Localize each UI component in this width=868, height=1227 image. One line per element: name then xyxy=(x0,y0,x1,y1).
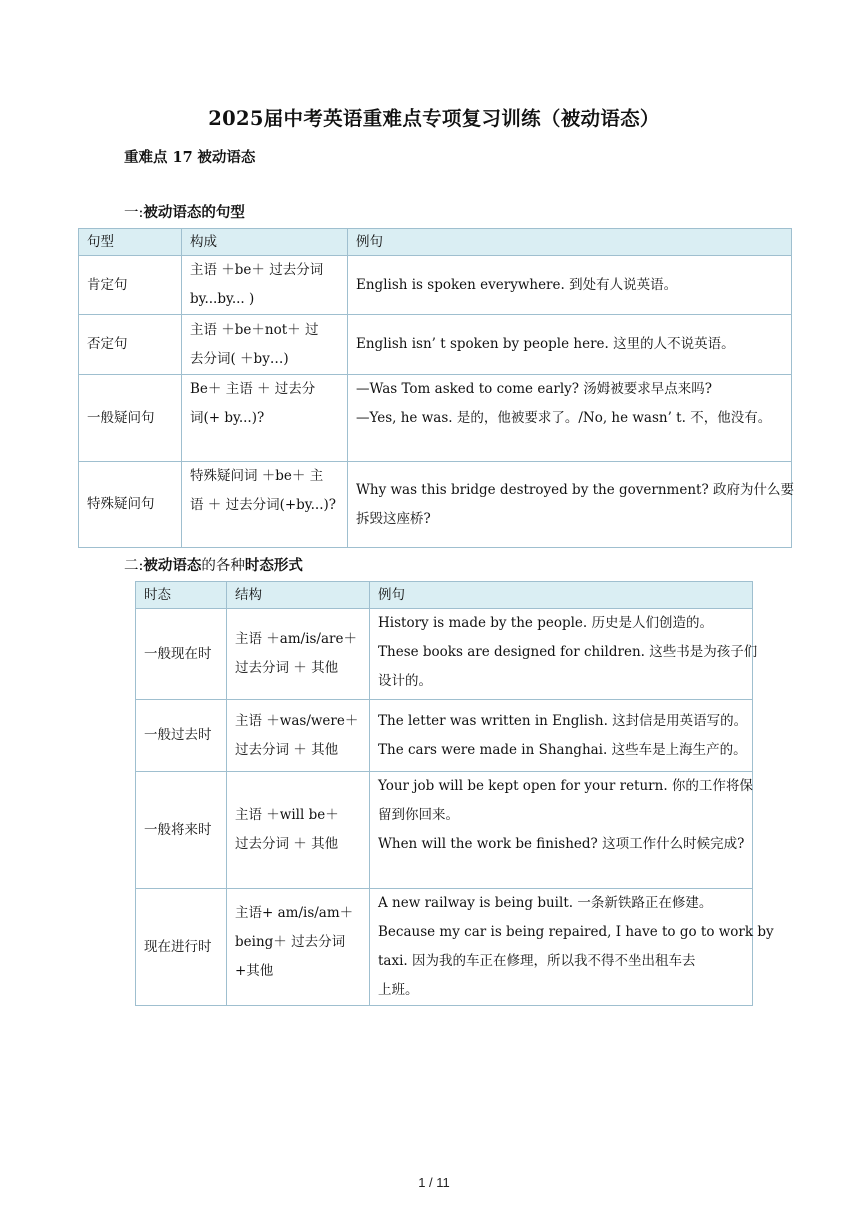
sentence-example: Why was this bridge destroyed by the government? 政府为什么要 拆毁这座桥? xyxy=(348,462,792,548)
sentence-type: 否定句 xyxy=(79,315,182,375)
subtitle-number: 重难点 17 xyxy=(124,149,193,166)
document-title: 2025届中考英语重难点专项复习训练（被动语态） xyxy=(208,107,660,130)
sentence-example: —Was Tom asked to come early? 汤姆被要求早点来吗? —Yes, he was. 是的，他被要求了。/No, he wasn’ t. 不，他没有。 xyxy=(348,375,792,462)
tense-example: The letter was written in English. 这封信是用英语写的。 The cars were made in Shanghai. 这些车是上海生产的。 xyxy=(370,700,753,772)
table-row xyxy=(136,889,753,1006)
column-header: 例句 xyxy=(370,582,753,609)
tense-name: 一般将来时 xyxy=(136,772,227,889)
table-row xyxy=(79,375,792,462)
table-row xyxy=(136,700,753,772)
column-header: 时态 xyxy=(136,582,227,609)
column-header: 结构 xyxy=(227,582,370,609)
sentence-example: English is spoken everywhere. 到处有人说英语。 xyxy=(348,256,792,315)
sentence-form: 特殊疑问词 ＋be＋ 主 语 ＋ 过去分词(+by...)? xyxy=(182,462,348,548)
sentence-form: 主语 ＋be＋ 过去分词 by...by... ) xyxy=(182,256,348,315)
sentence-pattern-table xyxy=(78,228,792,548)
table-row xyxy=(136,772,753,889)
sentence-example: English isn’ t spoken by people here. 这里的人不说英语。 xyxy=(348,315,792,375)
tense-name: 现在进行时 xyxy=(136,889,227,1006)
column-header: 句型 xyxy=(79,229,182,256)
table-header-row xyxy=(136,582,753,609)
tense-structure: 主语 ＋will be＋ 过去分词 ＋ 其他 xyxy=(227,772,370,889)
sentence-form: Be＋ 主语 ＋ 过去分 词(+ by...)? xyxy=(182,375,348,462)
tense-name: 一般过去时 xyxy=(136,700,227,772)
document-subtitle xyxy=(124,146,255,167)
table-row xyxy=(79,315,792,375)
tense-forms-table xyxy=(135,581,774,1006)
tense-example: Your job will be kept open for your return. 你的工作将保 留到你回来。 When will the work be finished? 这项工作什么时候完成? xyxy=(370,772,753,889)
sentence-form: 主语 ＋be＋not＋ 过 去分词( ＋by…) xyxy=(182,315,348,375)
sentence-type: 特殊疑问句 xyxy=(79,462,182,548)
page-number: 1 / 11 xyxy=(418,1175,450,1190)
table-row xyxy=(136,609,753,700)
tense-structure: 主语 ＋am/is/are＋ 过去分词 ＋ 其他 xyxy=(227,609,370,700)
subtitle-topic: 被动语态 xyxy=(197,149,256,166)
tense-example: A new railway is being built. 一条新铁路正在修建。 Because my car is being repaired, I have to go to work by taxi. 因为我的车正在修理，所以我不得不坐出租车去 上班。 xyxy=(370,889,753,1006)
tense-example: History is made by the people. 历史是人们创造的。 These books are designed for children. 这些书是为孩子们 设计的。 xyxy=(370,609,753,700)
column-header: 构成 xyxy=(182,229,348,256)
table-row xyxy=(79,256,792,315)
table-header-row xyxy=(79,229,792,256)
sentence-type: 一般疑问句 xyxy=(79,375,182,462)
tense-structure: 主语+ am/is/am＋ being＋ 过去分词 +其他 xyxy=(227,889,370,1006)
table-row xyxy=(79,462,792,548)
tense-structure: 主语 ＋was/were＋ 过去分词 ＋ 其他 xyxy=(227,700,370,772)
column-header: 例句 xyxy=(348,229,792,256)
section-heading-2: 二:被动语态的各种时态形式 xyxy=(124,557,303,574)
tense-name: 一般现在时 xyxy=(136,609,227,700)
sentence-type: 肯定句 xyxy=(79,256,182,315)
section-heading-1: 一:被动语态的句型 xyxy=(124,204,245,221)
